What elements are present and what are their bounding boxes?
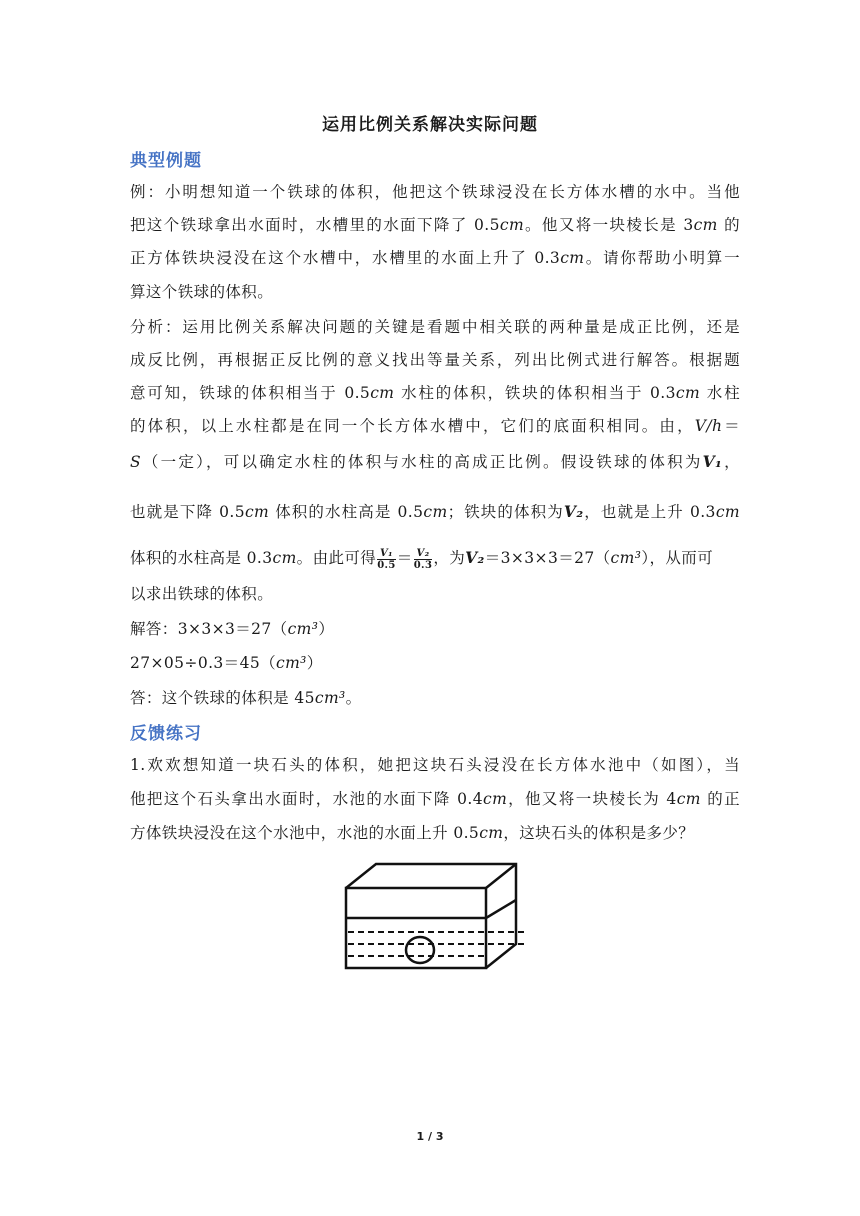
analysis-line-7: 体积的水柱高是 0.3cm。由此可得 $\frac{\text{V₁}}{0.5}$ ＝ $\frac{\text{V₂}}{0.3}$ ，为V₂＝3×3×3＝27（cm³），从而可	[130, 547, 714, 571]
section-heading-examples: 典型例题	[130, 151, 202, 171]
example-line-4: 算这个铁球的体积。	[130, 283, 274, 301]
tank-top-right-edge	[486, 864, 516, 888]
fraction-v2-over-0-3: $\frac{\text{V₂}}{0.3}$	[413, 547, 433, 571]
exercise-line-1: 1.欢欢想知道一块石头的体积，她把这块石头浸没在长方体水池中（如图），当	[130, 756, 740, 774]
page-number: 1 / 3	[416, 1130, 444, 1143]
analysis-line-4: 的体积，以上水柱都是在同一个长方体水槽中，它们的底面积相同。由，V/h＝	[130, 417, 740, 435]
analysis-line-3: 意可知，铁球的体积相当于 0.5cm 水柱的体积，铁块的体积相当于 0.3cm 水柱	[130, 384, 741, 402]
tank-diagram	[340, 858, 530, 974]
solution-line-2: 27×05÷0.3＝45（cm³）	[130, 654, 323, 672]
answer-line: 答：这个铁球的体积是 45cm³。	[130, 689, 362, 707]
exercise-line-2: 他把这个石头拿出水面时，水池的水面下降 0.4cm，他又将一块棱长为 4cm 的正	[130, 790, 740, 808]
analysis-line-5: S（一定），可以确定水柱的体积与水柱的高成正比例。假设铁球的体积为V₁，	[130, 452, 740, 471]
tank-front-face	[346, 888, 486, 968]
exercise-line-3: 方体铁块浸没在这个水池中，水池的水面上升 0.5cm，这块石头的体积是多少？	[130, 824, 695, 842]
example-line-1: 例：小明想知道一个铁球的体积，他把这个铁球浸没在长方体水槽的水中。当他	[130, 183, 740, 201]
analysis-line-1: 分析：运用比例关系解决问题的关键是看题中相关联的两种量是成正比例，还是	[130, 318, 740, 336]
section-heading-practice: 反馈练习	[130, 724, 202, 744]
analysis-line-8: 以求出铁球的体积。	[130, 585, 274, 603]
stone-shape	[406, 937, 434, 963]
solution-line-1: 解答：3×3×3＝27（cm³）	[130, 620, 335, 638]
fraction-v1-over-0-5: $\frac{\text{V₁}}{0.5}$	[377, 547, 396, 571]
example-line-3: 正方体铁块浸没在这个水槽中，水槽里的水面上升了 0.3cm。请你帮助小明算一	[130, 249, 740, 267]
analysis-line-2: 成反比例，再根据正反比例的意义找出等量关系，列出比例式进行解答。根据题	[130, 351, 740, 369]
page-title: 运用比例关系解决实际问题	[322, 115, 538, 135]
water-surface-side-line	[486, 900, 516, 918]
example-line-2: 把这个铁球拿出水面时，水槽里的水面下降了 0.5cm。他又将一块棱长是 3cm 的	[130, 216, 740, 234]
analysis-line-6: 也就是下降 0.5cm 体积的水柱高是 0.5cm；铁块的体积为V₂，也就是上升 0.3cm	[130, 502, 740, 521]
